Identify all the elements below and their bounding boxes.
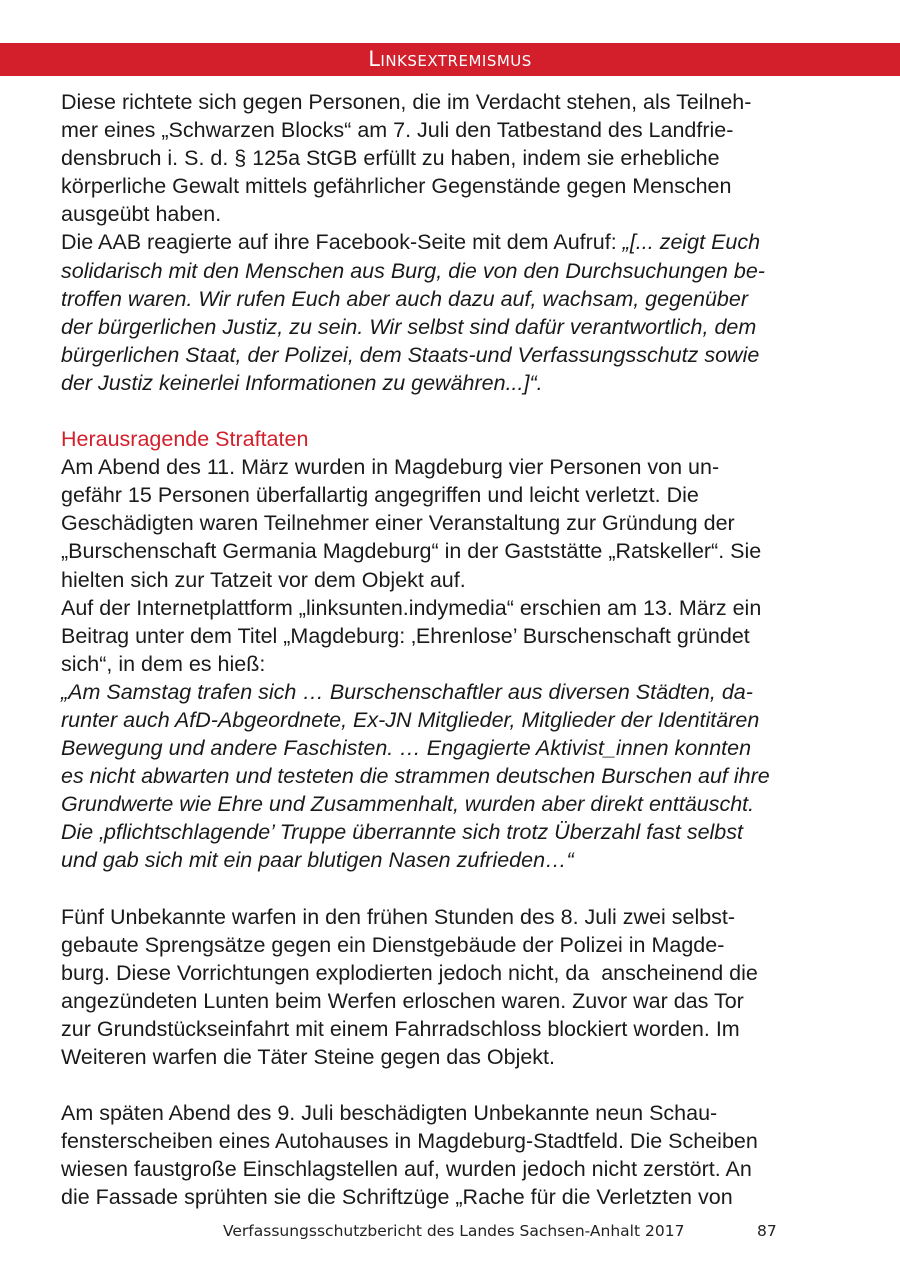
text-line: wiesen faustgroße Einschlagstellen auf, wurden jedoch nicht zerstört. An [61,1157,752,1182]
section-header-banner [0,43,900,76]
text-line: sich“, in dem es hieß: [61,651,266,676]
text-line [61,228,841,256]
text-line: die Fassade sprühten sie die Schriftzüge „Rache für die Verletzten von [61,1185,733,1210]
text-line: Geschädigten waren Teilnehmer einer Veranstaltung zur Gründung der [61,511,735,536]
paragraph-spacer [61,875,841,903]
quote-line: und gab sich mit ein paar blutigen Nasen zufrieden…“ [61,848,574,873]
text-line: densbruch i. S. d. § 125a StGB erfüllt zu haben, indem sie erhebliche [61,146,720,171]
publication-title: Verfassungsschutzbericht des Landes Sachsen-Anhalt 2017 [223,1222,685,1240]
section-heading: Herausragende Straftaten [61,427,309,452]
paragraph-spacer [61,1071,841,1099]
quote-intro: Die AAB reagierte auf ihre Facebook-Seite mit dem Aufruf: [61,230,623,255]
text-line: Diese richtete sich gegen Personen, die im Verdacht stehen, als Teilneh- [61,90,752,114]
quote-line: Bewegung und andere Faschisten. … Engagierte Aktivist_innen konnten [61,736,752,761]
paragraph-spacer [61,397,841,425]
text-line: gefähr 15 Personen überfallartig angegriffen und leicht verletzt. Die [61,483,699,508]
text-line: Weiteren warfen die Täter Steine gegen das Objekt. [61,1045,555,1069]
quote-line: es nicht abwarten und testeten die strammen deutschen Burschen auf ihre [61,764,770,789]
text-line: burg. Diese Vorrichtungen explodierten jedoch nicht, da anscheinend die [61,960,758,985]
quote-line: der bürgerlichen Justiz, zu sein. Wir selbst sind dafür verantwortlich, dem [61,314,757,339]
text-line: körperliche Gewalt mittels gefährlicher Gegenstände gegen Menschen [61,174,732,199]
text-line: gebaute Sprengsätze gegen ein Dienstgebäude der Polizei in Magde- [61,932,725,957]
quote-line: runter auch AfD-Abgeordnete, Ex-JN Mitglieder, Mitglieder der Identitären [61,707,760,732]
text-line: zur Grundstückseinfahrt mit einem Fahrradschloss blockiert worden. Im [61,1016,740,1041]
quote-line: „Am Samstag trafen sich … Burschenschaftler aus diversen Städten, da- [61,679,753,704]
page-body [61,88,841,1211]
quote-line: der Justiz keinerlei Informationen zu gewähren...]“. [61,370,543,395]
text-line: angezündeten Lunten beim Werfen erloschen waren. Zuvor war das Tor [61,988,744,1013]
text-line: Beitrag unter dem Titel „Magdeburg: ‚Ehrenlose’ Burschenschaft gründet [61,623,750,648]
paragraph-explosives [61,903,841,1072]
text-line: „Burschenschaft Germania Magdeburg“ in der Gaststätte „Ratskeller“. Sie [61,539,762,564]
quote-start: „[... zeigt Euch [622,230,761,255]
text-line: mer eines „Schwarzen Blocks“ am 7. Juli den Tatbestand des Landfrie- [61,118,734,143]
paragraph-aab-reaction [61,228,841,397]
page-number: 87 [757,1222,777,1240]
page-footer [0,1222,900,1246]
text-line: Am Abend des 11. März wurden in Magdeburg vier Personen von un- [61,455,720,480]
quote-line: solidarisch mit den Menschen aus Burg, die von den Durchsuchungen be- [61,258,765,283]
text-line: Fünf Unbekannte warfen in den frühen Stunden des 8. Juli zwei selbst- [61,904,736,929]
quote-line: bürgerlichen Staat, der Polizei, dem Staats-und Verfassungsschutz sowie [61,342,760,367]
quote-line: Grundwerte wie Ehre und Zusammenhalt, wurden aber direkt enttäuscht. [61,792,755,817]
text-line: Auf der Internetplattform „linksunten.indymedia“ erschien am 13. März ein [61,595,762,620]
paragraph-car-dealership [61,1099,841,1211]
paragraph-march-attack [61,453,841,593]
section-title: Linksextremismus [368,47,532,71]
text-line: ausgeübt haben. [61,202,222,227]
text-line: hielten sich zur Tatzeit vor dem Objekt auf. [61,567,466,592]
text-line: Am späten Abend des 9. Juli beschädigten Unbekannte neun Schau- [61,1101,718,1126]
quote-line: troffen waren. Wir rufen Euch aber auch dazu auf, wachsam, gegenüber [61,286,749,311]
block-quote [61,678,841,875]
text-line: fensterscheiben eines Autohauses in Magdeburg-Stadtfeld. Die Scheiben [61,1129,758,1154]
paragraph-indymedia [61,594,841,678]
quote-line: Die ‚pflichtschlagende’ Truppe überrannte sich trotz Überzahl fast selbst [61,820,743,845]
paragraph-search-warrant [61,88,841,228]
